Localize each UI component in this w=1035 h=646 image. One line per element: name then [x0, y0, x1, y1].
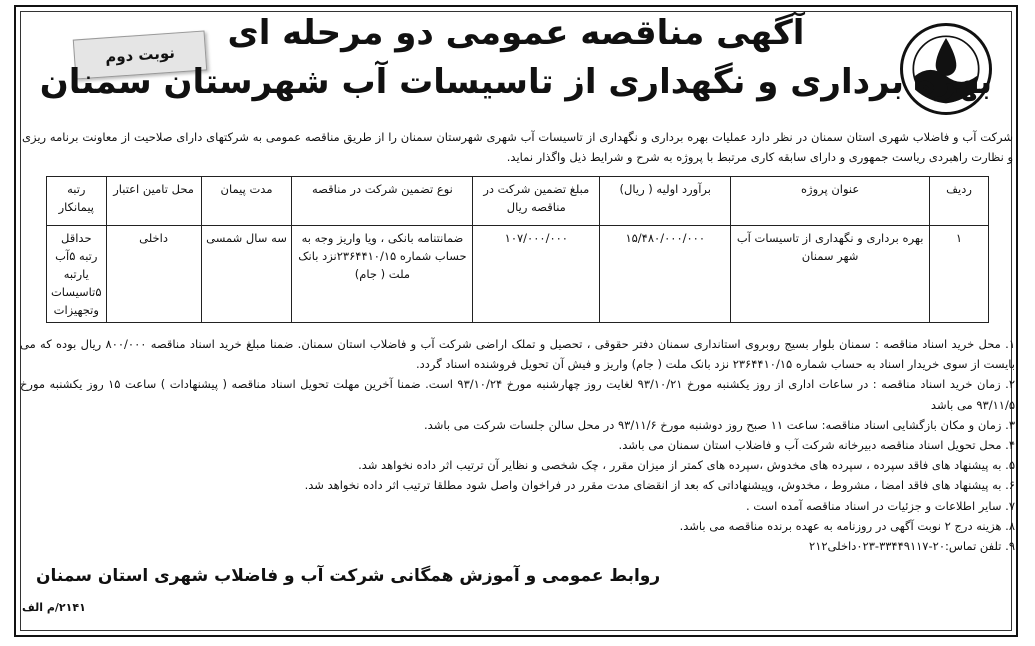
cell-row-number: ۱	[930, 226, 989, 323]
term-item: ۶. به پیشنهاد های فاقد امضا ، مشروط ، مخدوش، وپیشنهاداتی که بعد از انقضای مدت مقرر در فراخوان واصل شود مطلقا ترتیب اثر داده نخواهد شد.	[304, 478, 1015, 493]
col-header-guarantee-type: نوع تضمین شرکت در مناقصه	[292, 177, 473, 226]
table-header-row	[47, 177, 989, 226]
cell-contractor-grade: حداقل رتبه ۵آب یارتبه ۵تاسیسات وتجهیزات	[47, 226, 107, 323]
cell-funding-source: داخلی	[106, 226, 201, 323]
cell-project-title: بهره برداری و نگهداری از تاسیسات آب شهر سمنان	[731, 226, 930, 323]
issuer-footer: روابط عمومی و آموزش همگانی شرکت آب و فاضلاب شهری استان سمنان	[36, 566, 661, 586]
col-header-guarantee-amount: مبلغ تضمین شرکت در مناقصه ریال	[473, 177, 600, 226]
ad-title: آگهی مناقصه عمومی دو مرحله ای	[227, 13, 805, 53]
col-header-estimate: برآورد اولیه ( ریال)	[600, 177, 731, 226]
ad-code: ۲۱۴۱/م الف	[22, 601, 86, 614]
cell-guarantee-amount: ۱۰۷/۰۰۰/۰۰۰	[473, 226, 600, 323]
terms-list	[20, 334, 1015, 556]
col-header-funding-source: محل تامین اعتبار	[106, 177, 201, 226]
cell-guarantee-type: ضمانتنامه بانکی ، ویا واریز وجه به حساب شماره ۲۳۶۴۴۱۰/۱۵نزد بانک ملت ( جام)	[292, 226, 473, 323]
term-item: ۸. هزینه درج ۲ نوبت آگهی در روزنامه به عهده برنده مناقصه می باشد.	[679, 518, 1015, 533]
col-header-project-title: عنوان پروژه	[731, 177, 930, 226]
term-item: ۷. سایر اطلاعات و جزئیات در اسناد مناقصه آمده است .	[745, 498, 1015, 513]
term-item: ۳. زمان و مکان بازگشایی اسناد مناقصه: ساعت ۱۱ صبح روز دوشنبه مورخ ۹۳/۱۱/۶ در محل سالن جلسات شرکت می باشد.	[424, 417, 1015, 432]
ad-subtitle: بهره برداری و نگهداری از تاسیسات آب شهرستان سمنان	[39, 62, 993, 102]
edition-badge: نوبت دوم	[73, 30, 207, 79]
term-item: ۲. زمان خرید اسناد مناقصه : در ساعات اداری از روز یکشنبه مورخ ۹۳/۱۰/۲۱ لغایت روز چهارشنبه مورخ ۹۳/۱۰/۲۴ است. ضمنا آخرین مهلت تحویل اسناد مناقصه ( پیشنهادات ) ساعت ۱۵ روز یکشنبه مورخ ۹۳/۱۱/۵ می باشد	[20, 377, 1015, 412]
cell-estimate: ۱۵/۴۸۰/۰۰۰/۰۰۰	[600, 226, 731, 323]
intro-paragraph: شرکت آب و فاضلاب شهری استان سمنان در نظر دارد عملیات بهره برداری و نگهداری از تاسیسات آب شهری شهرستان سمنان را از طریق مناقصه عمومی به شرکتهای دارای صلاحیت از معاونت برنامه ریزی و نظارت راهبردی ریاست جمهوری و دارای سابقه کاری مرتبط با پروژه به شرح و شرایط ذیل واگذار نماید.	[22, 130, 1013, 164]
term-item: ۴. محل تحویل اسناد مناقصه دبیرخانه شرکت آب و فاضلاب استان سمنان می باشد.	[618, 438, 1015, 453]
term-item: ۹. تلفن تماس:۲۰-۳۳۴۴۹۱۱۷-۰۲۳داخلی۲۱۲	[809, 539, 1015, 554]
term-item: ۱. محل خرید اسناد مناقصه : سمنان بلوار بسیج روبروی استانداری سمنان دفتر حقوقی ، تحصیل و تملک اراضی شرکت آب و فاضلاب استان سمنان. ضمنا مبلغ خرید اسناد مناقصه ۸۰۰/۰۰۰ ریال بوده که می بایست از سوی خریدار اسناد به حساب شماره ۲۳۶۴۴۱۰/۱۵ نزد بانک ملت ( جام) واریز و فیش آن تحویل فروشنده اسناد گردد.	[20, 337, 1015, 372]
term-item: ۵. به پیشنهاد های فاقد سپرده ، سپرده های مخدوش ،سپرده های کمتر از میزان مقرر ، چک شخصی و نظایر آن ترتیب اثر داده نخواهد شد.	[358, 458, 1015, 473]
table-row	[47, 226, 989, 323]
col-header-contract-duration: مدت پیمان	[201, 177, 292, 226]
col-header-contractor-grade: رتبه پیمانکار	[47, 177, 107, 226]
project-table	[46, 176, 989, 323]
col-header-row-number: ردیف	[930, 177, 989, 226]
cell-contract-duration: سه سال شمسی	[201, 226, 292, 323]
